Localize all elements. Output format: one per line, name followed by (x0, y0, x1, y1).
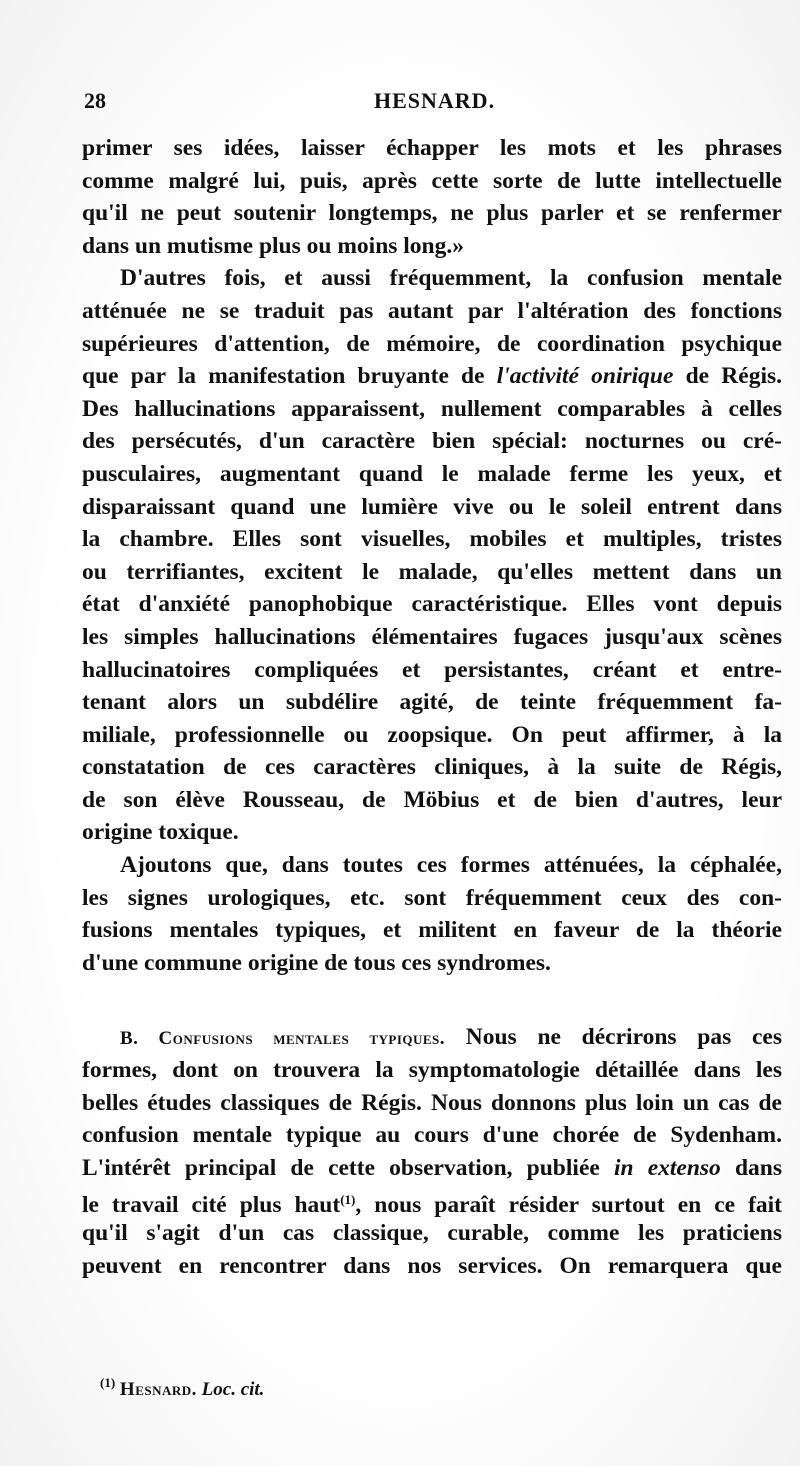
text-line: constatation de ces caractères cliniques, à la suite de Régis, (82, 754, 782, 781)
text-run: dans (720, 1154, 782, 1181)
text-line: peuvent en rencontrer dans nos services. On remarquera que (82, 1252, 782, 1279)
italic-term: l'activité onirique (496, 363, 674, 390)
text-line: supérieures d'attention, de mémoire, de coordination psychique (82, 330, 782, 357)
text-line (82, 1152, 782, 1185)
text-line: les simples hallucinations élémentaires fugaces jusqu'aux scènes (82, 623, 782, 650)
text-line: dans un mutisme plus ou moins long.» (82, 232, 465, 259)
text-run: le travail cité plus haut (82, 1192, 341, 1217)
text-line: Ajoutons que, dans toutes ces formes atténuées, la céphalée, (120, 852, 782, 879)
section-heading: B. Confusions mentales typiques. (120, 1028, 446, 1050)
text-line: fusions mentales typiques, et militent en faveur de la théorie (82, 917, 782, 944)
footnote-ref: Loc. cit. (201, 1379, 265, 1400)
text-line: comme malgré lui, puis, après cette sorte de lutte intellectuelle (82, 167, 782, 194)
header-title: HESNARD. (374, 88, 496, 113)
page-number: 28 (84, 88, 106, 113)
text-line (82, 1184, 782, 1217)
text-line: ou terrifiantes, excitent le malade, qu'elles mettent dans un (82, 558, 782, 585)
text-line: origine toxique. (82, 819, 239, 846)
text-run: Nous ne décrirons pas ces (445, 1024, 782, 1051)
text-line: miliale, professionnelle ou zoopsique. On peut affirmer, à la (82, 721, 782, 748)
footnote-mark: (1) (100, 1375, 116, 1390)
text-line: pusculaires, augmentant quand le malade ferme les yeux, et (82, 460, 782, 487)
section-gap (82, 979, 782, 1021)
text-line: disparaissant quand une lumière vive ou le soleil entrent dans (82, 493, 782, 520)
text-line: d'une commune origine de tous ces syndromes. (82, 949, 551, 976)
text-line: la chambre. Elles sont visuelles, mobiles et multiples, tristes (82, 526, 782, 553)
footnote-reference: (1) (340, 1192, 356, 1208)
body-text (82, 132, 782, 1282)
text-run: que par la manifestation bruyante de (82, 363, 497, 390)
text-line: qu'il s'agit d'un cas classique, curable, comme les praticiens (82, 1220, 782, 1246)
text-run: L'intérêt principal de cette observation, publiée (82, 1154, 614, 1181)
running-header (84, 88, 784, 116)
text-line: primer ses idées, laisser échapper les mots et les phrases (82, 135, 782, 161)
text-line: tenant alors un subdélire agité, de teinte fréquemment fa- (82, 689, 782, 716)
text-line: atténuée ne se traduit pas autant par l'altération des fonctions (82, 297, 782, 324)
text-line: des persécutés, d'un caractère bien spécial: nocturnes ou cré- (82, 428, 782, 455)
italic-term: in extenso (613, 1154, 721, 1181)
text-line: Des hallucinations apparaissent, nullement comparables à celles (82, 395, 782, 422)
text-line: belles études classiques de Régis. Nous donnons plus loin un cas de (82, 1089, 782, 1116)
text-line: hallucinatoires compliquées et persistantes, créant et entre- (82, 656, 782, 683)
text-line: de son élève Rousseau, de Möbius et de bien d'autres, leur (82, 786, 782, 813)
text-run: , nous paraît résider surtout en ce fait (355, 1192, 782, 1217)
text-run: de Régis. (673, 363, 782, 390)
footnote (100, 1375, 700, 1401)
text-line (82, 360, 782, 393)
text-line: les signes urologiques, etc. sont fréquemment ceux des con- (82, 884, 782, 911)
text-line: formes, dont on trouvera la symptomatologie détaillée dans les (82, 1057, 782, 1084)
text-line: confusion mentale typique au cours d'une chorée de Sydenham. (82, 1122, 782, 1149)
text-line: D'autres fois, et aussi fréquemment, la confusion mentale (120, 265, 782, 292)
footnote-author: Hesnard. (119, 1379, 197, 1400)
text-line (82, 1021, 782, 1054)
text-line: état d'anxiété panophobique caractéristique. Elles vont depuis (82, 591, 782, 618)
text-line: qu'il ne peut soutenir longtemps, ne plus parler et se renfermer (82, 200, 782, 227)
